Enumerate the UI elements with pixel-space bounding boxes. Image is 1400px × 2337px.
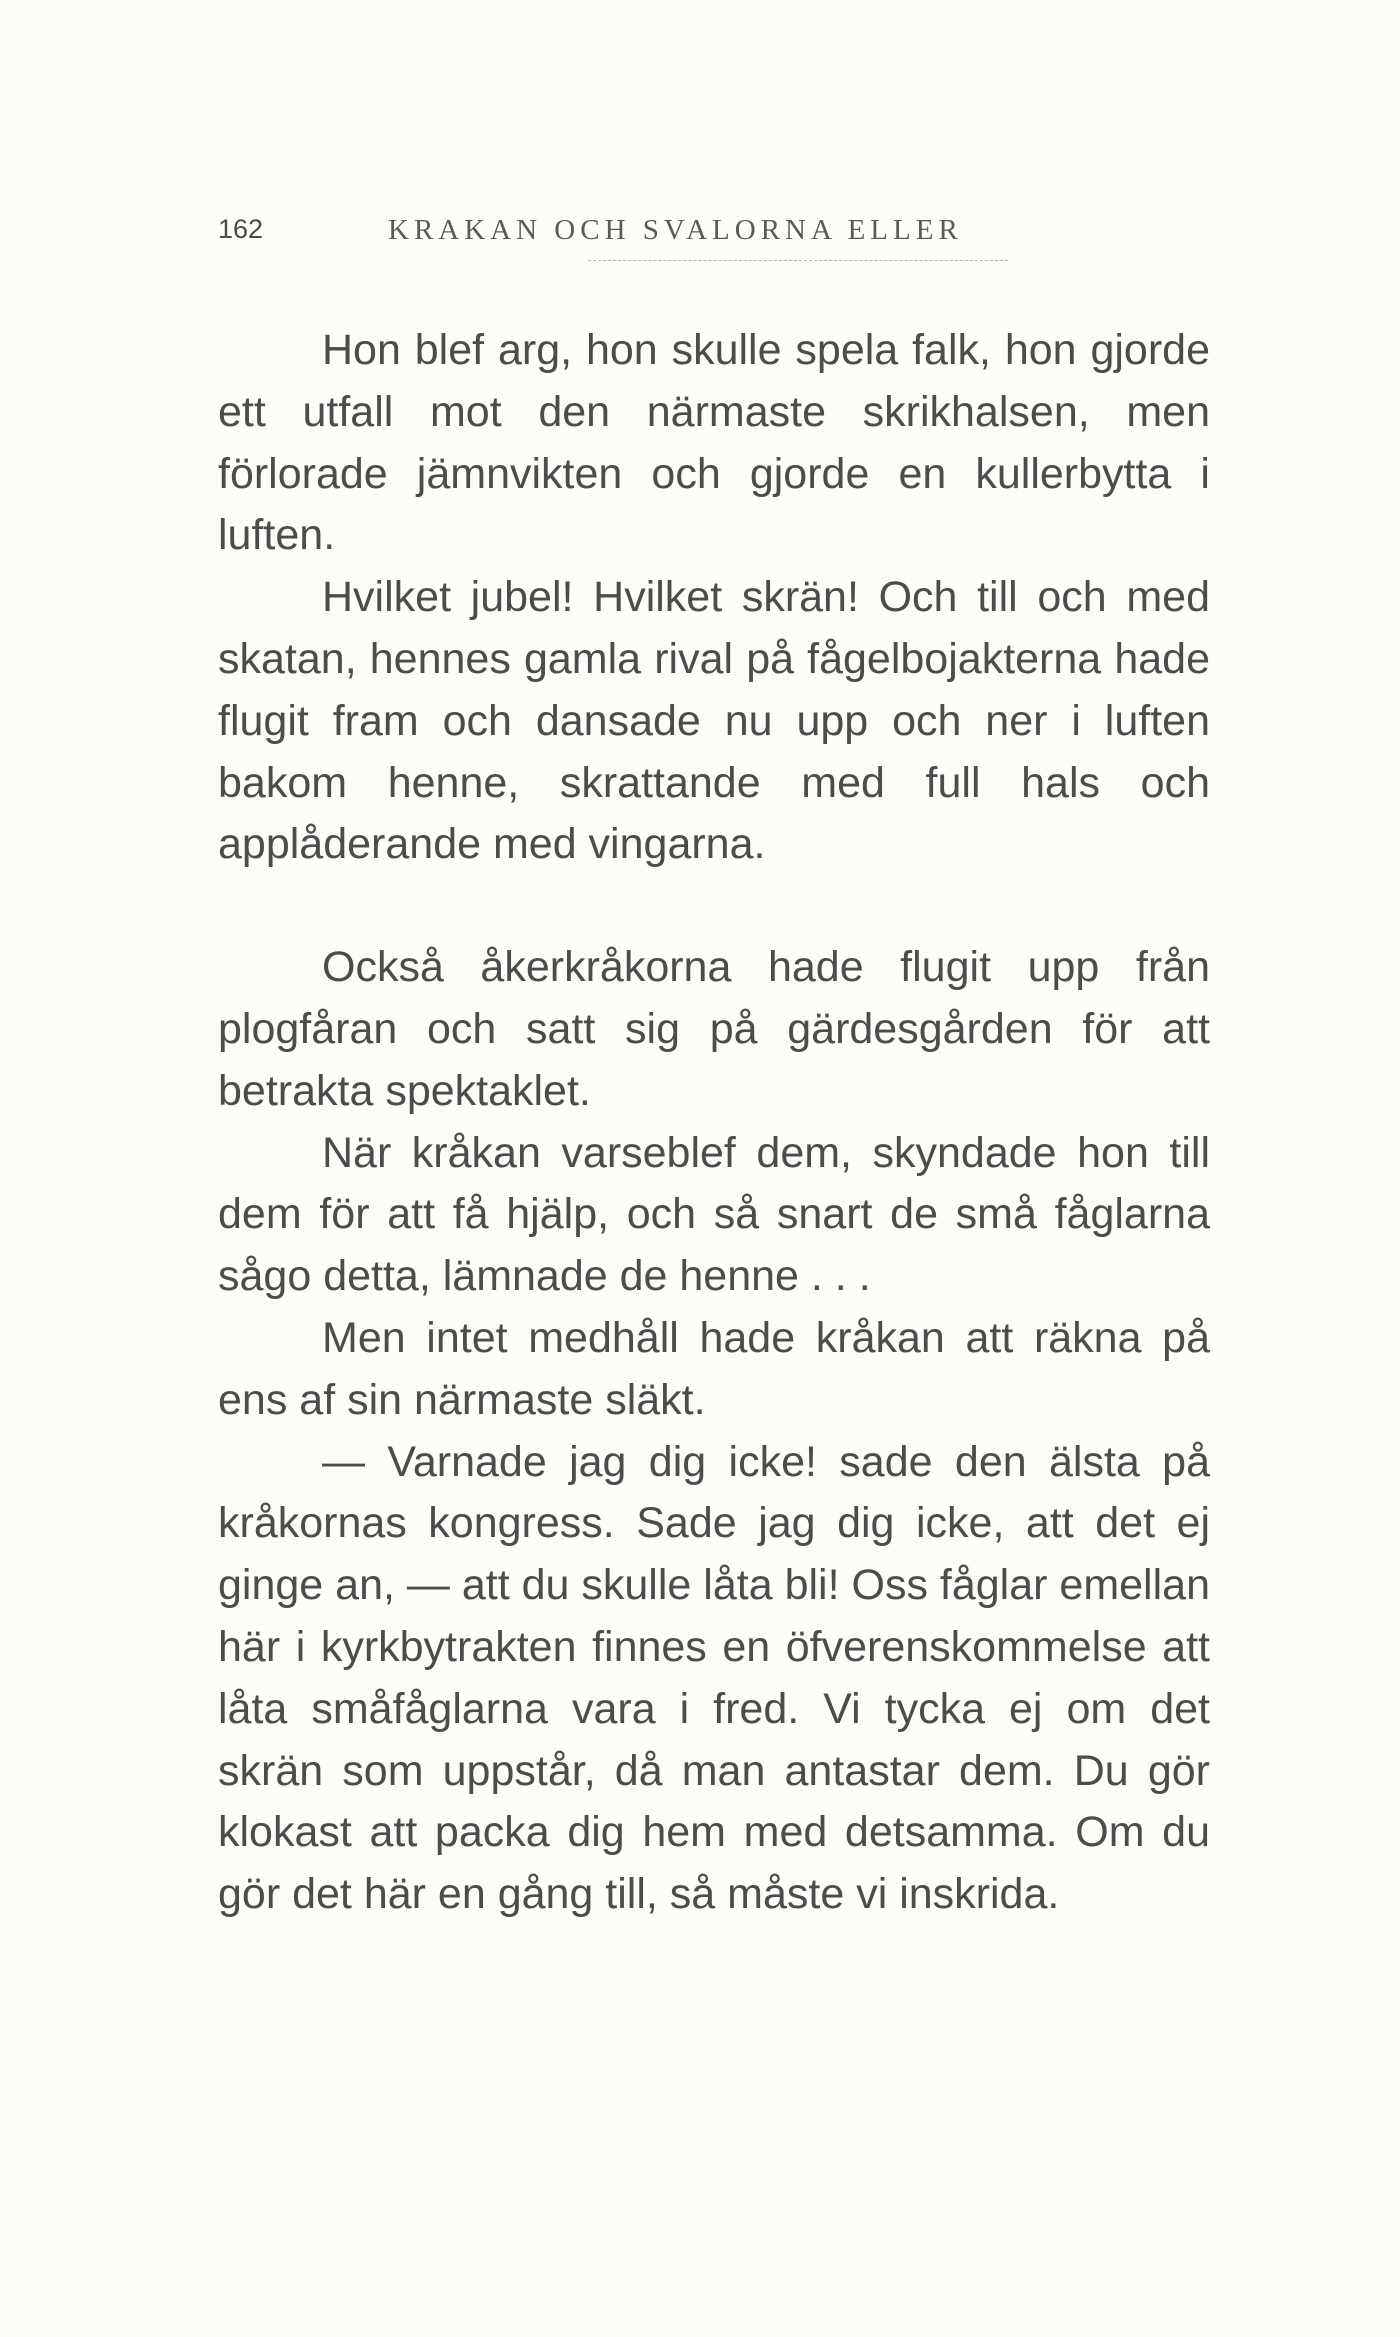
- paragraph-4: När kråkan varseblef dem, skyndade hon till dem för att få hjälp, och så snart de små fåglarna sågo detta, lämnade de henne . . .: [218, 1128, 1210, 1301]
- paragraph-3: Också åkerkråkorna hade flugit upp från plogfåran och satt sig på gärdesgården för att betrakta spektaklet.: [218, 943, 1210, 1115]
- paragraph-6: — Varnade jag dig icke! sade den älsta på kråkornas kongress. Sade jag dig icke, att det ej ginge an, — att du skulle låta bli! Oss fåglar emellan här i kyrkbytrakten finnes en öfverenskommelse att låta småfåglarna vara i fred. Vi tycka ej om det skrän som uppstår, då man antastar dem. Du gör klokast att packa dig hem med detsamma. Om du gör det här en gång till, så måste vi inskrida.: [218, 1437, 1210, 1919]
- paragraph-1: Hon blef arg, hon skulle spela falk, hon gjorde ett utfall mot den närmaste skrikhalsen, men förlorade jämnvikten och gjorde en kullerbytta i luften.: [218, 326, 1210, 560]
- page-number: 162: [218, 214, 264, 244]
- page-header: [218, 214, 1210, 264]
- page-body: [218, 320, 1210, 1926]
- header-rule: [588, 260, 1008, 261]
- paragraph-2: Hvilket jubel! Hvilket skrän! Och till och med skatan, hennes gamla rival på fågelbojakterna hade flugit fram och dansade nu upp och ner i luften bakom henne, skrattande med full hals och applåderande med vingarna.: [218, 573, 1210, 869]
- paragraph-5: Men intet medhåll hade kråkan att räkna på ens af sin närmaste släkt.: [218, 1313, 1210, 1424]
- running-title: KRAKAN OCH SVALORNA ELLER: [388, 214, 963, 246]
